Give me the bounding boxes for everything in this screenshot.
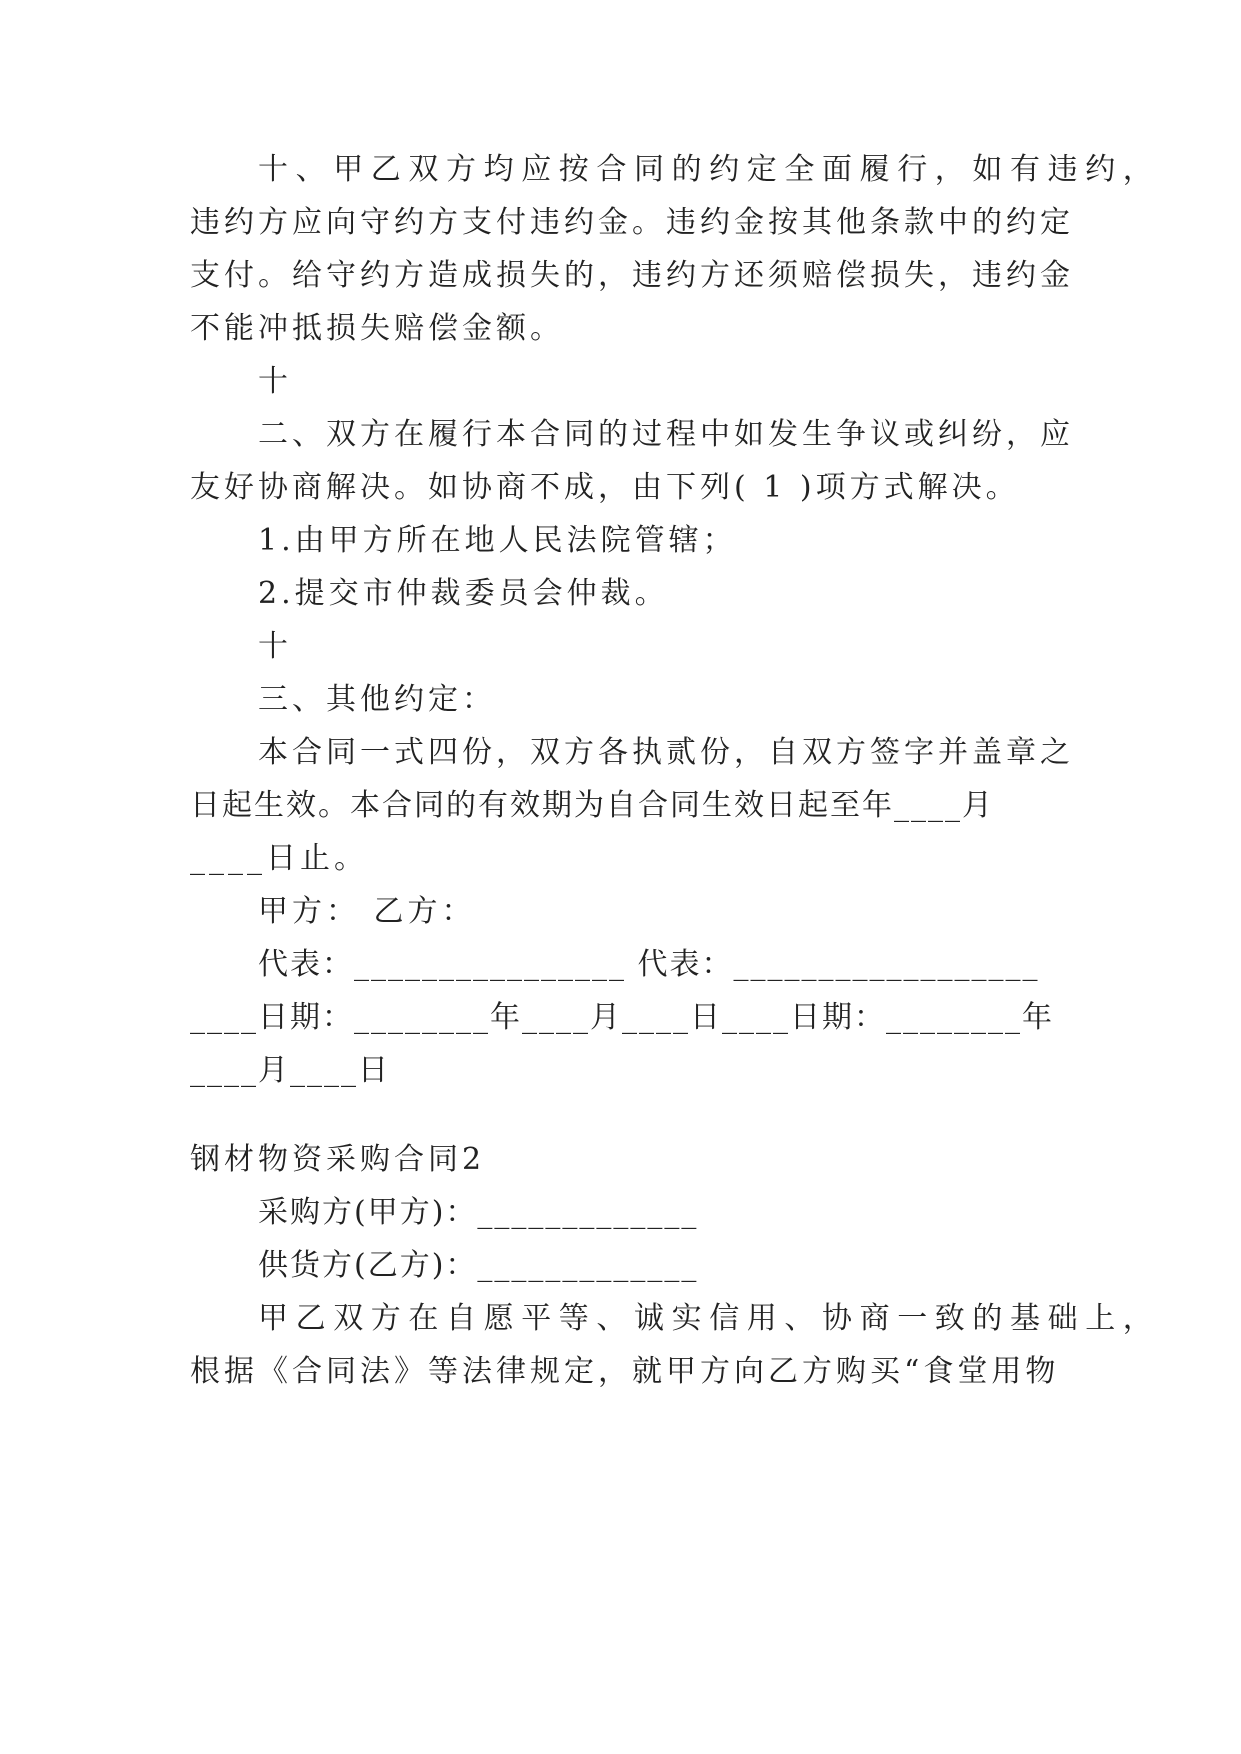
clause-12-line-1: 二、双方在履行本合同的过程中如发生争议或纠纷，应 [258,417,1074,452]
date-line: ____日期：________年____月____日____日期：________年 [190,1000,1054,1035]
date-line-continued: ____月____日 [190,1053,390,1088]
clause-10-line-1: 十、甲乙双方均应按合同的约定全面履行，如有违约， [258,152,1161,187]
clause-10-line-2: 违约方应向守约方支付违约金。违约金按其他条款中的约定 [190,205,1074,240]
clause-12-number-prefix: 十 [258,364,292,399]
preamble-line-1: 甲乙双方在自愿平等、诚实信用、协商一致的基础上， [258,1301,1161,1336]
clause-13-number-prefix: 十 [258,629,292,664]
representative-line: 代表：________________ 代表：__________________ [258,947,1040,982]
clause-12-line-2: 友好协商解决。如协商不成，由下列( 1 )项方式解决。 [190,470,1020,505]
supplier-line: 供货方(乙方)：_____________ [258,1248,699,1283]
clause-13-line-3: ____日止。 [190,841,368,876]
dispute-option-1: 1.由甲方所在地人民法院管辖； [258,523,737,558]
party-labels: 甲方： 乙方： [258,894,476,929]
preamble-line-2: 根据《合同法》等法律规定，就甲方向乙方购买“食堂用物 [190,1354,1060,1389]
clause-13-heading: 三、其他约定： [258,682,496,717]
clause-13-line-2: 日起生效。本合同的有效期为自合同生效日起至年____月 [190,788,994,823]
clause-10-line-3: 支付。给守约方造成损失的，违约方还须赔偿损失，违约金 [190,258,1074,293]
section-title: 钢材物资采购合同2 [190,1142,486,1177]
clause-13-line-1: 本合同一式四份，双方各执贰份，自双方签字并盖章之 [258,735,1074,770]
clause-10-line-4: 不能冲抵损失赔偿金额。 [190,311,564,346]
purchaser-line: 采购方(甲方)：_____________ [258,1195,699,1230]
dispute-option-2: 2.提交市仲裁委员会仲裁。 [258,576,669,611]
